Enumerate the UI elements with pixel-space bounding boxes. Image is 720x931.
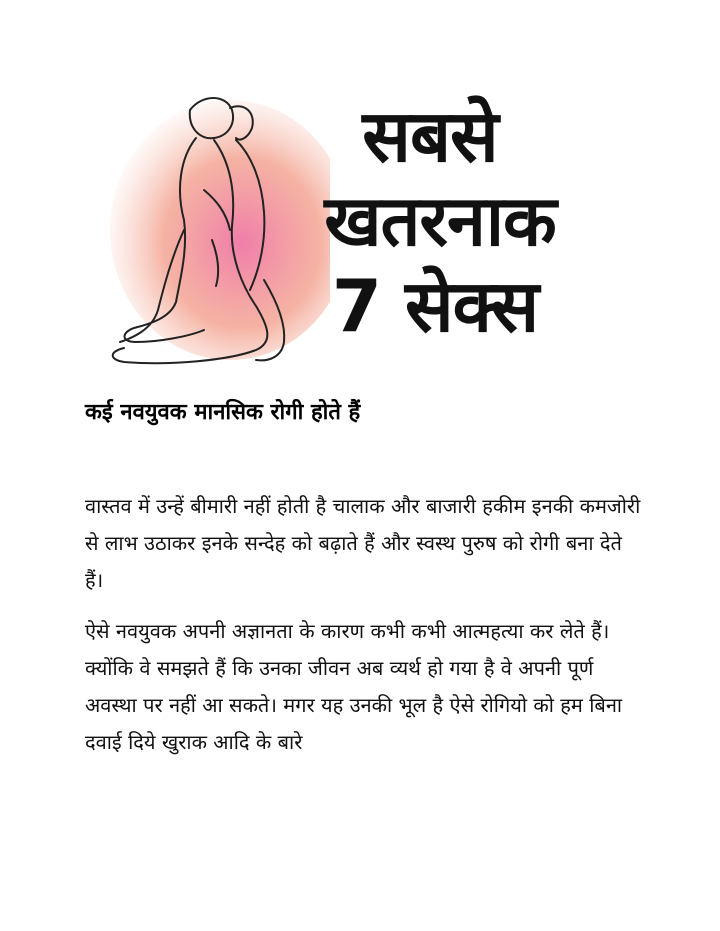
paragraph: ऐसे नवयुवक अपनी अज्ञानता के कारण कभी कभी आत्महत्या कर लेते हैं। क्योंकि वे समझते हैं कि उनका जीवन अब व्यर्थ हो गया है वे अपनी पूर्ण अवस्था पर नहीं आ सकते। मगर यह उनकी भूल है ऐसे रोगियो को हम बिना दवाई दिये खुराक आदि के बारे <box>85 619 623 754</box>
hero-title <box>280 94 600 356</box>
hero-title-line-3: 7 सेक्स <box>331 264 539 348</box>
hero-title-line-2: खतरनाक <box>324 180 556 262</box>
hero-title-line-1: सबसे <box>362 94 498 178</box>
article-body <box>85 488 645 775</box>
section-heading: कई नवयुवक मानसिक रोगी होते हैं <box>85 400 361 425</box>
hero-banner <box>80 80 600 380</box>
paragraph: वास्तव में उन्हें बीमारी नहीं होती है चालाक और बाजारी हकीम इनकी कमजोरी से लाभ उठाकर इनके सन्देह को बढ़ाते हैं और स्वस्थ पुरुष को रोगी बना देते हैं। <box>85 494 641 592</box>
